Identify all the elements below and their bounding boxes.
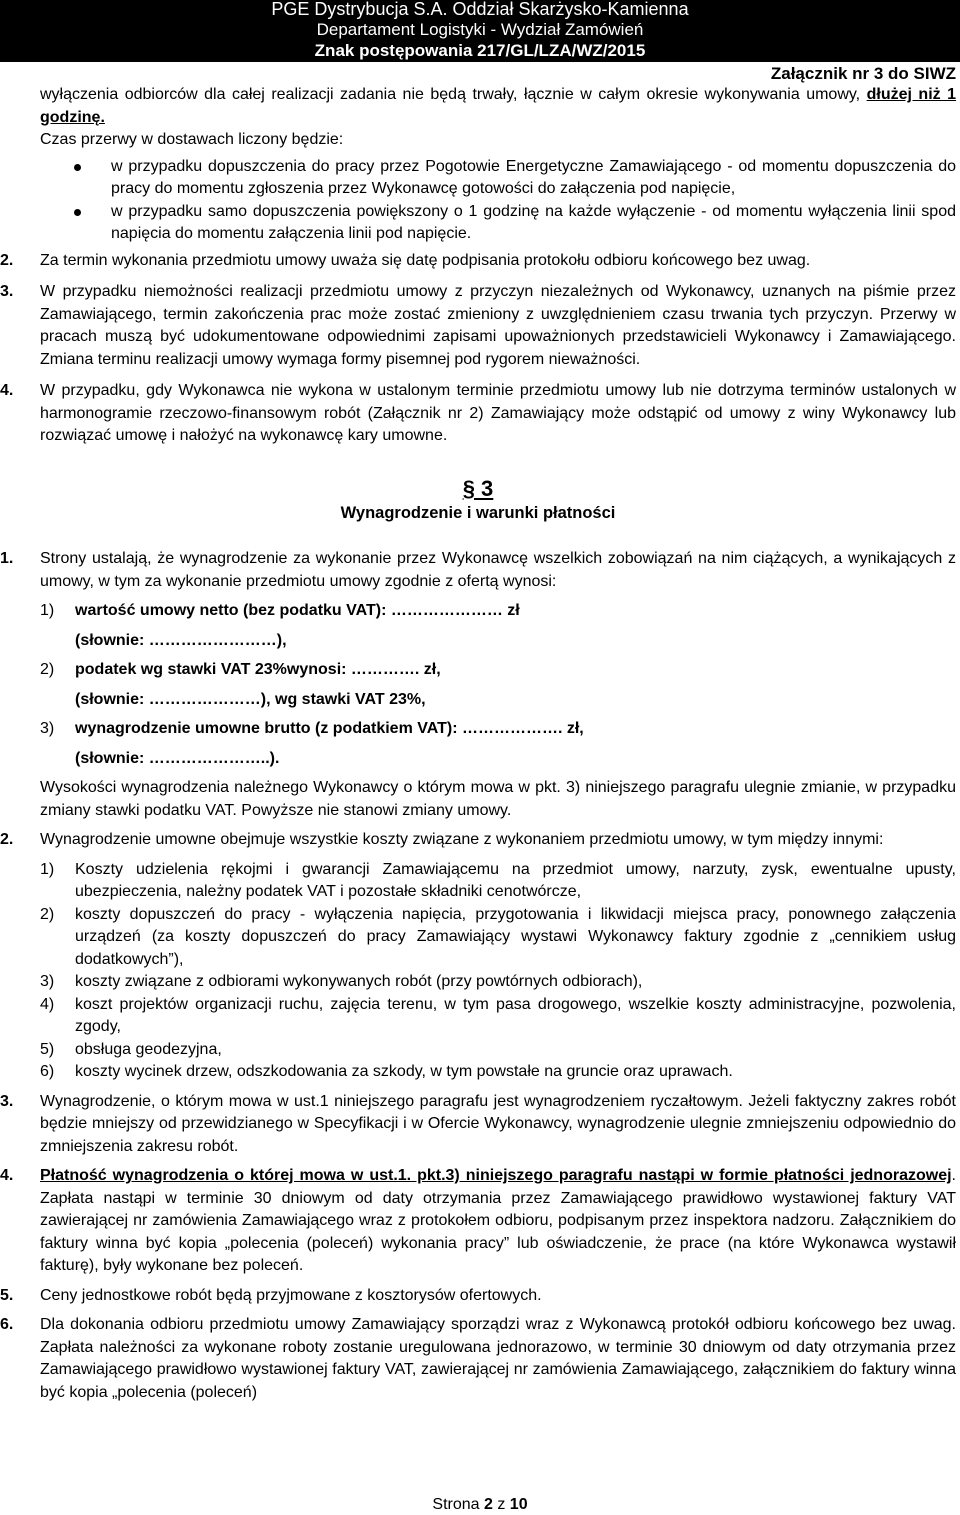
point-number: 3. xyxy=(0,1092,14,1110)
point-text: W przypadku, gdy Wykonawca nie wykona w ustalonym terminie przedmiotu umowy lub nie dotrzyma terminów ustalonych w harmonogramie rzeczowo-finansowym robót (Załącznik nr 2) Zamawiający może odstąpić od umowy z winy Wykonawcy lub rozwiązać umowę i nałożyć na wykonawcę kary umowne. xyxy=(40,382,956,444)
payment-form: Płatność wynagrodzenia o której mowa w ust.1. pkt.3) niniejszego paragrafu nastąpi w formie płatności jednorazowej xyxy=(40,1167,952,1184)
page-of: z xyxy=(492,1496,510,1513)
item-number: 3) xyxy=(40,973,55,990)
amount-item xyxy=(40,600,956,623)
amount-line: wynagrodzenie umowne brutto (z podatkiem VAT): ………………. zł, xyxy=(75,720,584,737)
point-number: 2. xyxy=(0,831,14,848)
page-total: 10 xyxy=(509,1496,528,1513)
point-number: 6. xyxy=(0,1316,14,1333)
page-number: 2 xyxy=(484,1496,493,1513)
point-number: 5. xyxy=(0,1286,14,1304)
point-text: Wynagrodzenie umowne obejmuje wszystkie koszty związane z wykonaniem przedmiotu umowy, w tym między innymi: xyxy=(40,831,884,848)
point-number: 2. xyxy=(0,251,14,269)
item-text: koszty wycinek drzew, odszkodowania za szkody, w tym powstałe na gruncie oraz uprawach. xyxy=(75,1063,733,1080)
item-number: 5) xyxy=(40,1040,55,1058)
intro-paragraph xyxy=(40,84,956,129)
point-number: 3. xyxy=(0,283,14,300)
amount-item xyxy=(40,718,956,741)
header-reference: Znak postępowania 217/GL/LZA/WZ/2015 xyxy=(314,41,646,60)
header-company: PGE Dystrybucja S.A. Oddział Skarżysko-Kamienna xyxy=(271,0,689,19)
payment-point-3 xyxy=(0,1091,956,1159)
point-text: Dla dokonania odbioru przedmiotu umowy Zamawiający sporządzi wraz z Wykonawcą protokół odbioru końcowego bez uwag. Zapłata należności za wykonane roboty zostanie uregulowana jednorazowo, w terminie 30 dniowym od daty otrzymania przez Zamawiającego prawidłowo wystawionej faktury VAT, zawierającej nr zamówienia Zamawiającego, załącznikiem do faktury winna być kopia „polecenia (poleceń) xyxy=(40,1316,956,1401)
payment-point-6 xyxy=(0,1314,956,1404)
intro-text: wyłączenia odbiorców dla całej realizacji zadania nie będą trwały, łącznie w całym okresie wykonywania umowy, xyxy=(40,86,867,103)
payment-point-2 xyxy=(0,829,956,852)
item-number: 2) xyxy=(40,905,55,923)
item-number: 3) xyxy=(40,720,55,737)
point-number: 1. xyxy=(0,550,14,567)
item-number: 1) xyxy=(40,860,55,878)
page-footer xyxy=(0,1496,960,1514)
item-number: 2) xyxy=(40,661,55,678)
payment-point-1 xyxy=(0,548,956,593)
document-body xyxy=(0,84,957,1404)
point-number: 4. xyxy=(0,1167,14,1184)
header-department: Departament Logistyki - Wydział Zamówień xyxy=(316,20,644,39)
amount-line: podatek wg stawki VAT 23%wynosi: …………. zł, xyxy=(75,661,441,678)
section-heading xyxy=(0,476,956,525)
section-title: Wynagrodzenie i warunki płatności xyxy=(340,503,616,522)
point-text: W przypadku niemożności realizacji przedmiotu umowy z przyczyn niezależnych od Wykonawcy, uznanych na piśmie przez Zamawiającego, termin zakończenia prac może zostać zmieniony z uwzględnieniem czasu trwania tych przyczyn. Przerwy w pracach muszą być udokumentowane odpowiednimi zapisami upoważnionych przedstawicieli Wykonawcy i Zamawiającego. Zmiana terminu realizacji umowy wymaga formy pisemnej pod rygorem nieważności. xyxy=(40,283,956,368)
interruption-intro: Czas przerwy w dostawach liczony będzie: xyxy=(40,131,344,148)
point-text: Strony ustalają, że wynagrodzenie za wykonanie przez Wykonawcę wszelkich zobowiązań na nim ciążących, a wynikających z umowy, w tym za wykonanie przedmiotu umowy zgodnie z ofertą wynosi: xyxy=(40,550,956,590)
costs-list xyxy=(40,859,956,1084)
cost-item xyxy=(40,904,956,972)
point-text: . Zapłata nastąpi w terminie 30 dniowym od daty otrzymania przez Zamawiającego prawidłowo wystawionej faktury VAT zawierającej nr zamówienia Zamawiającego wraz z protokołem odbioru, podpisanym przez inspektora nadzoru. Załącznikiem do faktury winna być kopia „polecenia (poleceń) wykonania pracy” lub oświadczenie, że prace (na które Wykonawca wystawił fakturę), były wykonane bez poleceń. xyxy=(40,1167,956,1274)
point-text: Za termin wykonania przedmiotu umowy uważa się datę podpisania protokołu odbioru końcowego bez uwag. xyxy=(40,251,811,269)
cost-item xyxy=(40,859,956,904)
point-4 xyxy=(0,380,956,448)
page-label: Strona xyxy=(432,1496,484,1513)
cost-item xyxy=(40,994,956,1039)
amount-line: wartość umowy netto (bez podatku VAT): ………………… zł xyxy=(75,602,520,619)
payment-point-4 xyxy=(0,1165,956,1278)
point-number: 4. xyxy=(0,382,14,399)
cost-item xyxy=(40,971,956,994)
cost-item xyxy=(40,1061,956,1084)
amount-words: (słownie: ……………………), xyxy=(75,631,287,649)
item-number: 4) xyxy=(40,995,55,1013)
item-text: koszty dopuszczeń do pracy - wyłączenia napięcia, przygotowania i likwidacji miejsca pracy, ponownego załączenia urządzeń (za koszty dopuszczeń do pracy Zamawiający wystawi Wykonawcy faktury zgodnie z „cennikiem usług dodatkowych”), xyxy=(75,905,956,968)
point-text: Ceny jednostkowe robót będą przyjmowane z kosztorysów ofertowych. xyxy=(40,1286,542,1304)
item-text: Koszty udzielenia rękojmi i gwarancji Zamawiającemu na przedmiot umowy, narzuty, zysk, ewentualne upusty, ubezpieczenia, należny podatek VAT i pozostałe składniki cenotwórcze, xyxy=(75,860,956,900)
document-header xyxy=(0,0,960,62)
item-text: koszty związane z odbiorami wykonywanych robót (przy powtórnych odbiorach), xyxy=(75,973,643,990)
point-text: Wynagrodzenie, o którym mowa w ust.1 niniejszego paragrafu jest wynagrodzeniem ryczałtowym. Jeżeli faktyczny zakres robót będzie mniejszy od przewidzianego w Specyfikacji i w Ofercie Wykonawcy, wynagrodzenie ulegnie zmniejszeniu odpowiednio do zmniejszenia zakresu robót. xyxy=(40,1092,956,1155)
item-number: 6) xyxy=(40,1063,55,1080)
amount-item xyxy=(40,659,956,682)
bullet-item: w przypadku samo dopuszczenia powiększony o 1 godzinę na każde wyłączenie - od momentu wyłączenia linii spod napięcia do momentu załączenia linii pod napięcie. xyxy=(74,201,956,246)
item-number: 1) xyxy=(40,602,55,619)
point-3 xyxy=(0,281,956,371)
section-sign: § 3 xyxy=(462,475,494,501)
bullet-item: w przypadku dopuszczenia do pracy przez Pogotowie Energetyczne Zamawiającego - od momentu dopuszczenia do pracy do momentu zgłoszenia przez Wykonawcę gotowości do załączenia pod napięcie, xyxy=(74,156,956,201)
amounts-list xyxy=(40,600,956,770)
amount-words: (słownie: …………………), wg stawki VAT 23%, xyxy=(75,690,426,708)
payment-point-5 xyxy=(0,1285,956,1308)
vat-note: Wysokości wynagrodzenia należnego Wykonawcy o którym mowa w pkt. 3) niniejszego paragrafu ulegnie zmianie, w przypadku zmiany stawki podatku VAT. Powyższe nie stanowi zmiany umowy. xyxy=(40,779,956,819)
item-text: koszt projektów organizacji ruchu, zajęcia terenu, w tym pasa drogowego, wszelkie koszty administracyjne, pozwolenia, zgody, xyxy=(75,995,956,1035)
amount-words: (słownie: …………………..). xyxy=(75,749,280,767)
cost-item xyxy=(40,1039,956,1062)
point-2 xyxy=(0,250,956,273)
intro-limit: dłużej niż 1 godzinę. xyxy=(40,86,957,126)
attachment-label: Załącznik nr 3 do SIWZ xyxy=(770,64,956,83)
item-text: obsługa geodezyjna, xyxy=(75,1040,222,1058)
bullet-list xyxy=(74,156,956,246)
